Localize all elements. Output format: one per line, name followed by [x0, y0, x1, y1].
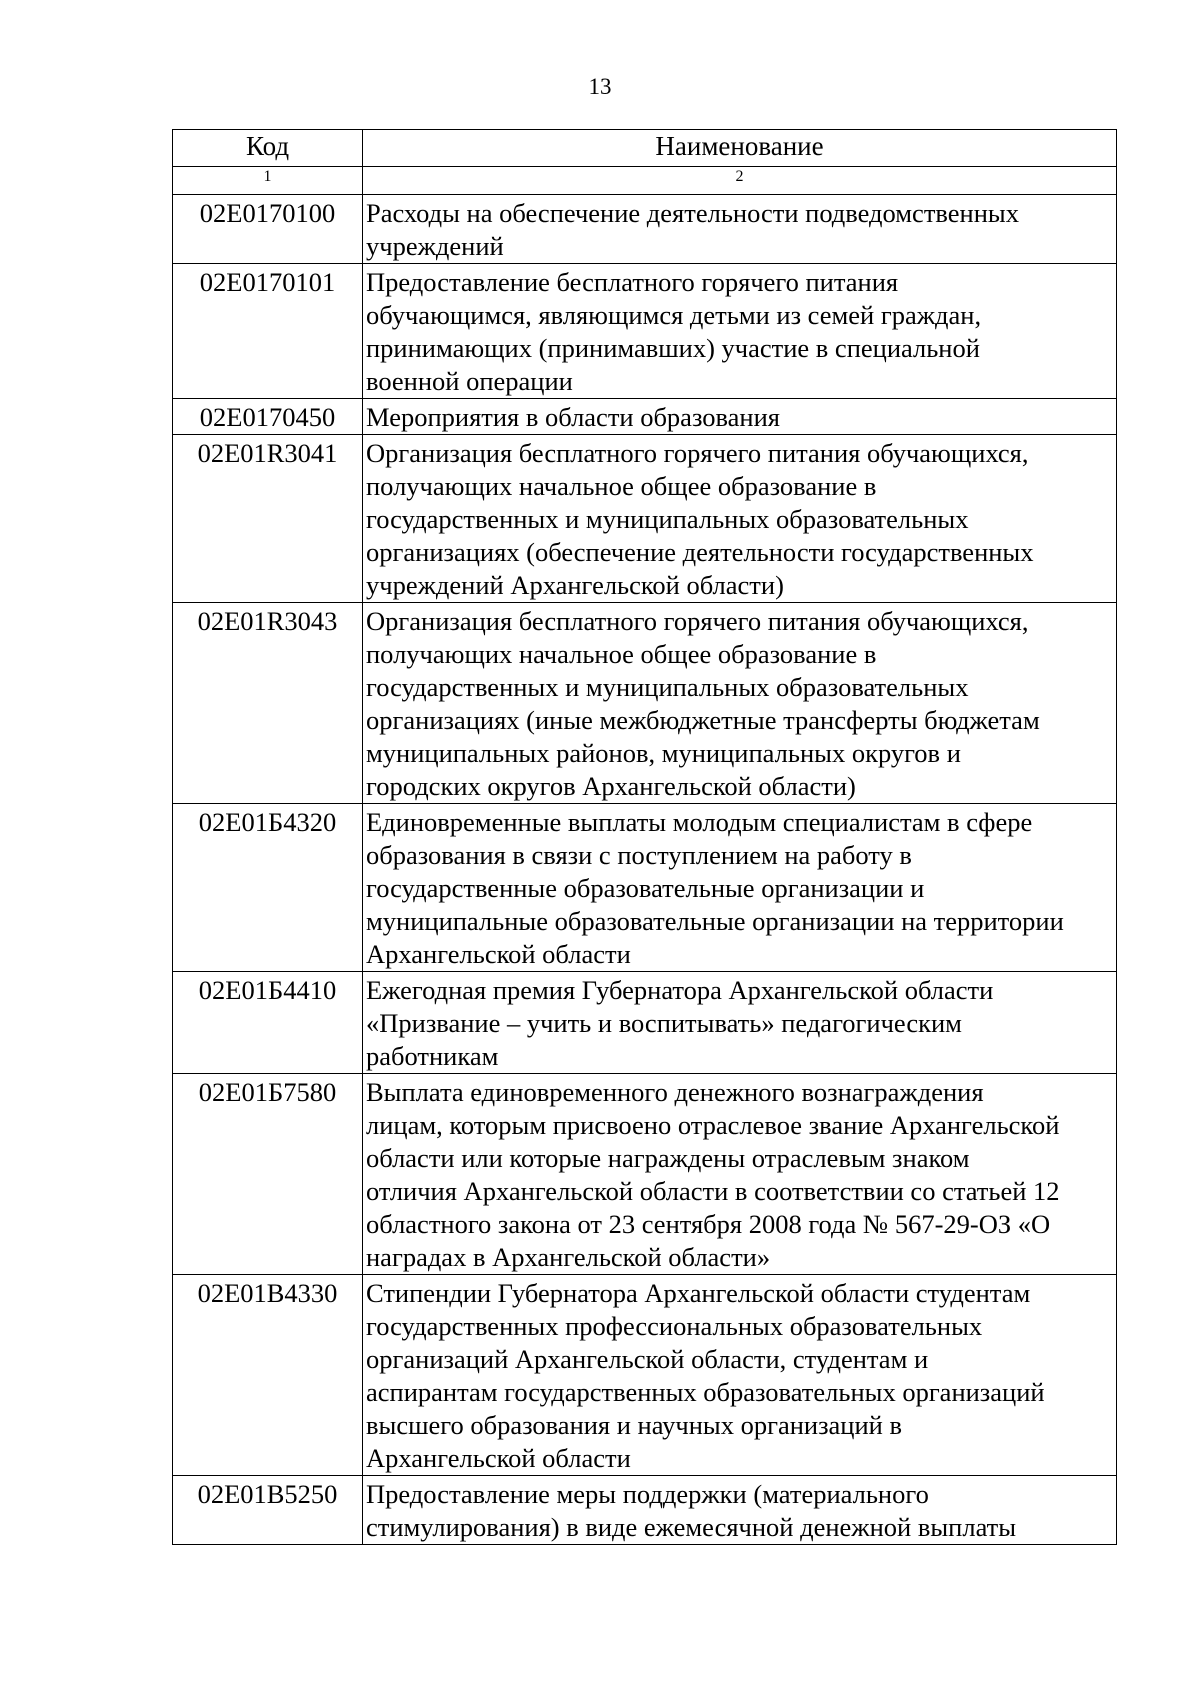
row-name	[363, 1275, 1117, 1476]
row-name-line: Единовременные выплаты молодым специалистам в сфере	[366, 807, 1033, 837]
row-name-line: муниципальных районов, муниципальных округов и	[366, 738, 961, 768]
row-code: 02Е0170100	[173, 195, 363, 264]
table-header-row	[173, 130, 1117, 167]
row-name-line: муниципальные образовательные организации на территории	[366, 906, 1064, 936]
table-row	[173, 399, 1117, 435]
row-name-line: образования в связи с поступлением на работу в	[366, 840, 912, 870]
row-name-line: Архангельской области	[366, 1443, 631, 1473]
row-name-line: Архангельской области	[366, 939, 631, 969]
header-code: Код	[173, 130, 363, 167]
row-name	[363, 1074, 1117, 1275]
row-name-line: государственных и муниципальных образовательных	[366, 504, 969, 534]
row-name-line: Организация бесплатного горячего питания обучающихся,	[366, 606, 1029, 636]
row-name-line: обучающимся, являющимся детьми из семей граждан,	[366, 300, 982, 330]
row-name	[363, 804, 1117, 972]
row-name-line: областного закона от 23 сентября 2008 года № 567-29-ОЗ «О	[366, 1209, 1051, 1239]
row-name-line: военной операции	[366, 366, 573, 396]
table-row	[173, 195, 1117, 264]
row-name-line: получающих начальное общее образование в	[366, 471, 877, 501]
row-name	[363, 603, 1117, 804]
column-number-row	[173, 167, 1117, 195]
table-body	[173, 195, 1117, 1545]
row-code: 02Е01В4330	[173, 1275, 363, 1476]
column-number-2: 2	[363, 167, 1117, 195]
row-code: 02Е01R3041	[173, 435, 363, 603]
row-name	[363, 972, 1117, 1074]
row-name-line: получающих начальное общее образование в	[366, 639, 877, 669]
row-name-line: Стипендии Губернатора Архангельской области студентам	[366, 1278, 1031, 1308]
row-name	[363, 195, 1117, 264]
row-name-line: работникам	[366, 1041, 499, 1071]
row-name-line: стимулирования) в виде ежемесячной денежной выплаты	[366, 1512, 1017, 1542]
row-name-line: лицам, которым присвоено отраслевое звание Архангельской	[366, 1110, 1060, 1140]
row-name-line: области или которые награждены отраслевым знаком	[366, 1143, 970, 1173]
row-name-line: Организация бесплатного горячего питания обучающихся,	[366, 438, 1029, 468]
table-row	[173, 1476, 1117, 1545]
column-number-1: 1	[173, 167, 363, 195]
header-name: Наименование	[363, 130, 1117, 167]
row-name-line: Расходы на обеспечение деятельности подведомственных	[366, 198, 1019, 228]
row-name	[363, 435, 1117, 603]
row-name	[363, 1476, 1117, 1545]
row-name-line: аспирантам государственных образовательных организаций	[366, 1377, 1045, 1407]
row-name-line: Мероприятия в области образования	[366, 402, 780, 432]
page-number: 13	[588, 74, 612, 99]
row-name-line: Ежегодная премия Губернатора Архангельской области	[366, 975, 994, 1005]
row-name-line: организациях (обеспечение деятельности государственных	[366, 537, 1034, 567]
table-row	[173, 264, 1117, 399]
row-code: 02Е01В5250	[173, 1476, 363, 1545]
row-name	[363, 399, 1117, 435]
row-name-line: государственных профессиональных образовательных	[366, 1311, 983, 1341]
table-row	[173, 972, 1117, 1074]
row-name-line: принимающих (принимавших) участие в специальной	[366, 333, 980, 363]
row-code: 02Е01Б7580	[173, 1074, 363, 1275]
row-name-line: Выплата единовременного денежного вознаграждения	[366, 1077, 984, 1107]
row-name-line: государственных и муниципальных образовательных	[366, 672, 969, 702]
row-name-line: отличия Архангельской области в соответствии со статьей 12	[366, 1176, 1060, 1206]
row-name-line: «Призвание – учить и воспитывать» педагогическим	[366, 1008, 962, 1038]
row-code: 02Е01R3043	[173, 603, 363, 804]
table-row	[173, 1074, 1117, 1275]
table-row	[173, 1275, 1117, 1476]
row-name	[363, 264, 1117, 399]
row-code: 02Е0170450	[173, 399, 363, 435]
row-name-line: организациях (иные межбюджетные трансферты бюджетам	[366, 705, 1040, 735]
table-row	[173, 435, 1117, 603]
row-name-line: организаций Архангельской области, студентам и	[366, 1344, 929, 1374]
row-name-line: государственные образовательные организации и	[366, 873, 925, 903]
row-name-line: учреждений	[366, 231, 504, 261]
table-row	[173, 603, 1117, 804]
row-code: 02Е0170101	[173, 264, 363, 399]
row-code: 02Е01Б4320	[173, 804, 363, 972]
row-name-line: Предоставление бесплатного горячего питания	[366, 267, 899, 297]
row-name-line: Предоставление меры поддержки (материального	[366, 1479, 929, 1509]
budget-code-table	[172, 129, 1117, 1545]
row-name-line: городских округов Архангельской области)	[366, 771, 856, 801]
row-name-line: учреждений Архангельской области)	[366, 570, 784, 600]
row-code: 02Е01Б4410	[173, 972, 363, 1074]
row-name-line: наградах в Архангельской области»	[366, 1242, 771, 1272]
table-row	[173, 804, 1117, 972]
row-name-line: высшего образования и научных организаций в	[366, 1410, 902, 1440]
